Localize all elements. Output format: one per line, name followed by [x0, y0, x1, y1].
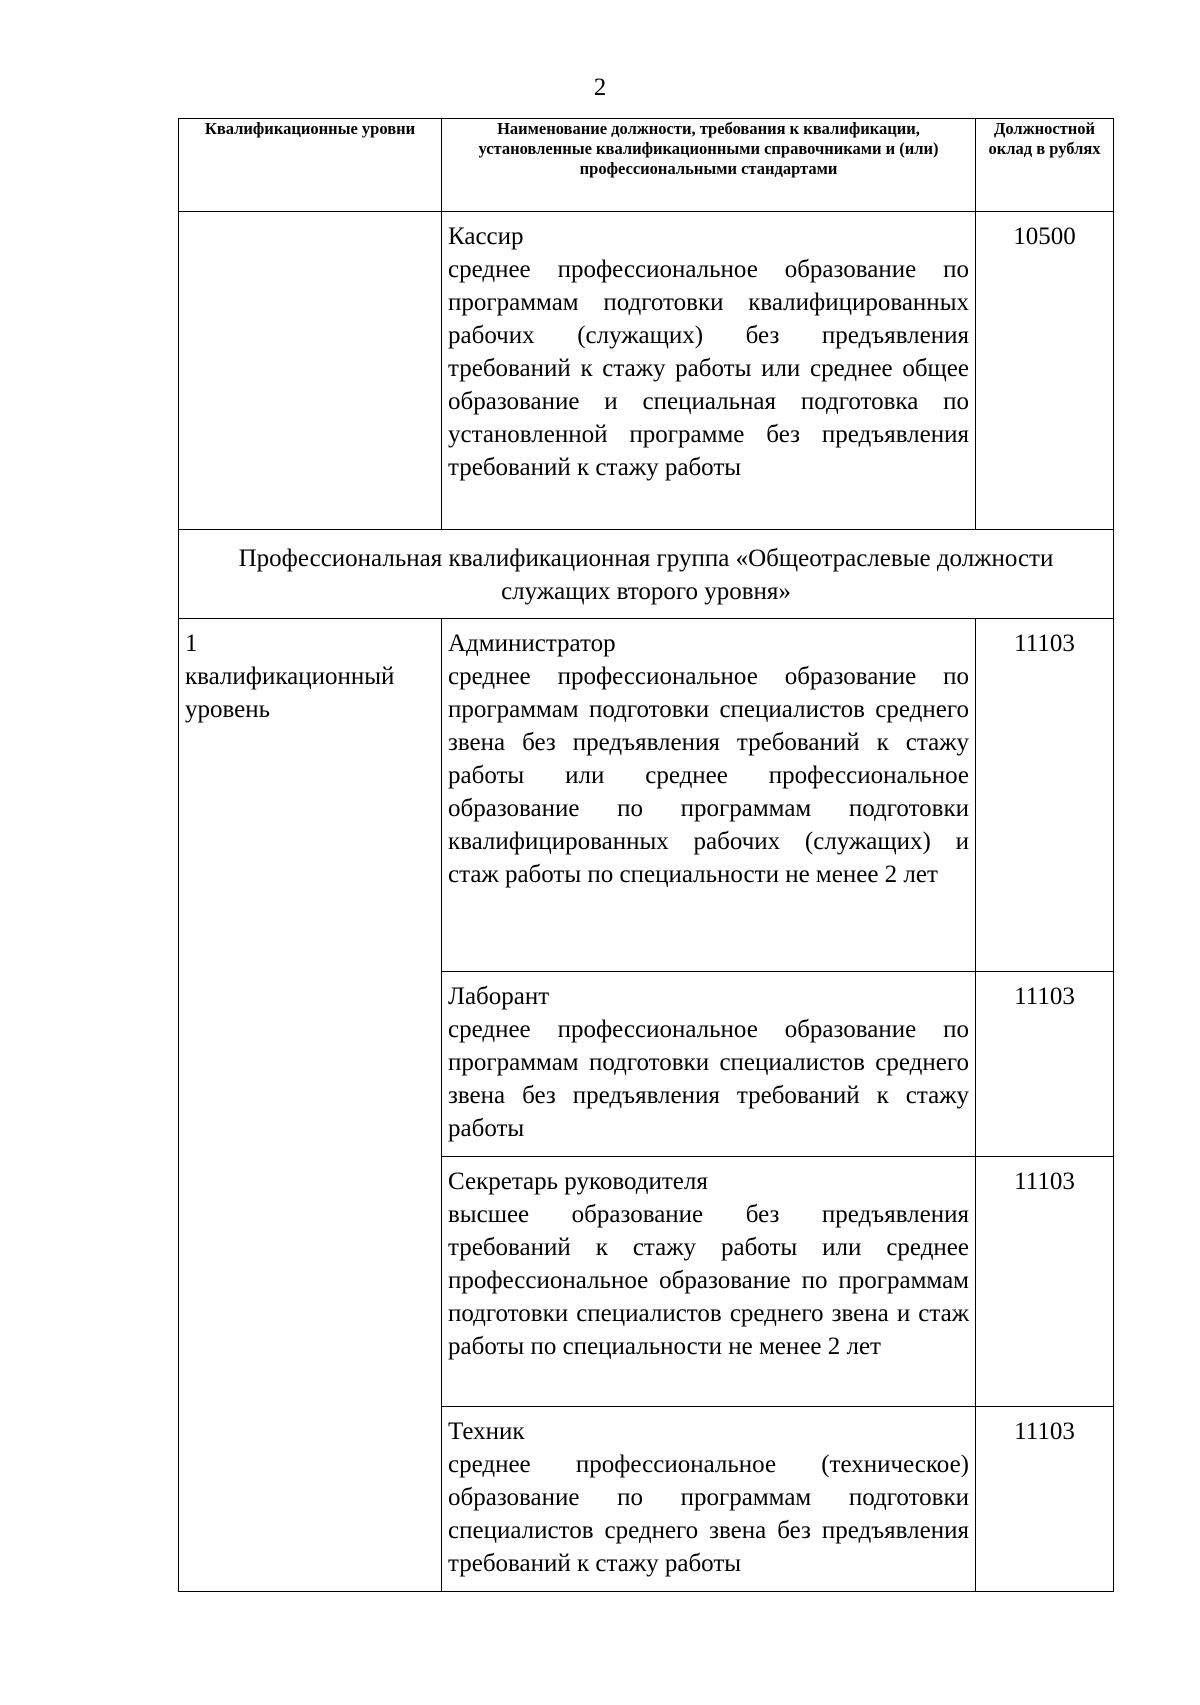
empty-level-cell: [179, 212, 442, 530]
table-row-cashier: [179, 212, 1114, 530]
page-number: 2: [593, 74, 607, 101]
header-levels: Квалификационные уровни: [179, 119, 442, 212]
salary-value: 10500: [976, 212, 1114, 530]
level-number: 1: [185, 630, 198, 657]
level-cell: [179, 619, 442, 1592]
salary-value: 11103: [976, 972, 1114, 1157]
position-requirements: высшее образование без предъявления требований к стажу работы или среднее профессиональное образование по программам подготовки специалистов среднего звена и стаж работы по специальности не менее 2 лет: [448, 1201, 969, 1360]
header-position: Наименование должности, требования к квалификации, установленные квалификационными справочниками и (или) профессиональными стандартами: [442, 119, 976, 212]
position-requirements: среднее профессиональное (техническое) образование по программам подготовки специалистов среднего звена без предъявления требований к стажу работы: [448, 1451, 969, 1577]
salary-value: 11103: [976, 1407, 1114, 1592]
position-requirements: среднее профессиональное образование по программам подготовки специалистов среднего звена без предъявления требований к стажу работы: [448, 1016, 969, 1142]
position-title: Лаборант: [448, 983, 550, 1010]
group-title: Профессиональная квалификационная группа «Общеотраслевые должности служащих второго уровня»: [179, 530, 1114, 619]
salary-table: [178, 118, 1114, 1592]
header-row: [179, 119, 1114, 212]
position-requirements: среднее профессиональное образование по программам подготовки квалифицированных рабочих (служащих) без предъявления требований к стажу работы или среднее общее образование и специальная подготовка по установленной программе без предъявления требований к стажу работы: [448, 256, 969, 481]
salary-value: 11103: [976, 619, 1114, 972]
position-cell: [442, 1157, 976, 1407]
position-cell: [442, 619, 976, 972]
position-title: Администратор: [448, 630, 616, 657]
position-title: Кассир: [448, 223, 524, 250]
level-label: квалификационный уровень: [185, 663, 395, 723]
salary-value: 11103: [976, 1157, 1114, 1407]
position-cell: [442, 972, 976, 1157]
position-title: Техник: [448, 1418, 525, 1445]
header-salary: Должностной оклад в рублях: [976, 119, 1114, 212]
position-cell: [442, 212, 976, 530]
position-cell: [442, 1407, 976, 1592]
group-row: [179, 530, 1114, 619]
position-title: Секретарь руководителя: [448, 1168, 708, 1195]
position-requirements: среднее профессиональное образование по программам подготовки специалистов среднего звена без предъявления требований к стажу работы или среднее профессиональное образование по программам подготовки квалифицированных рабочих (служащих) и стаж работы по специальности не менее 2 лет: [448, 663, 969, 888]
table-row-administrator: [179, 619, 1114, 972]
